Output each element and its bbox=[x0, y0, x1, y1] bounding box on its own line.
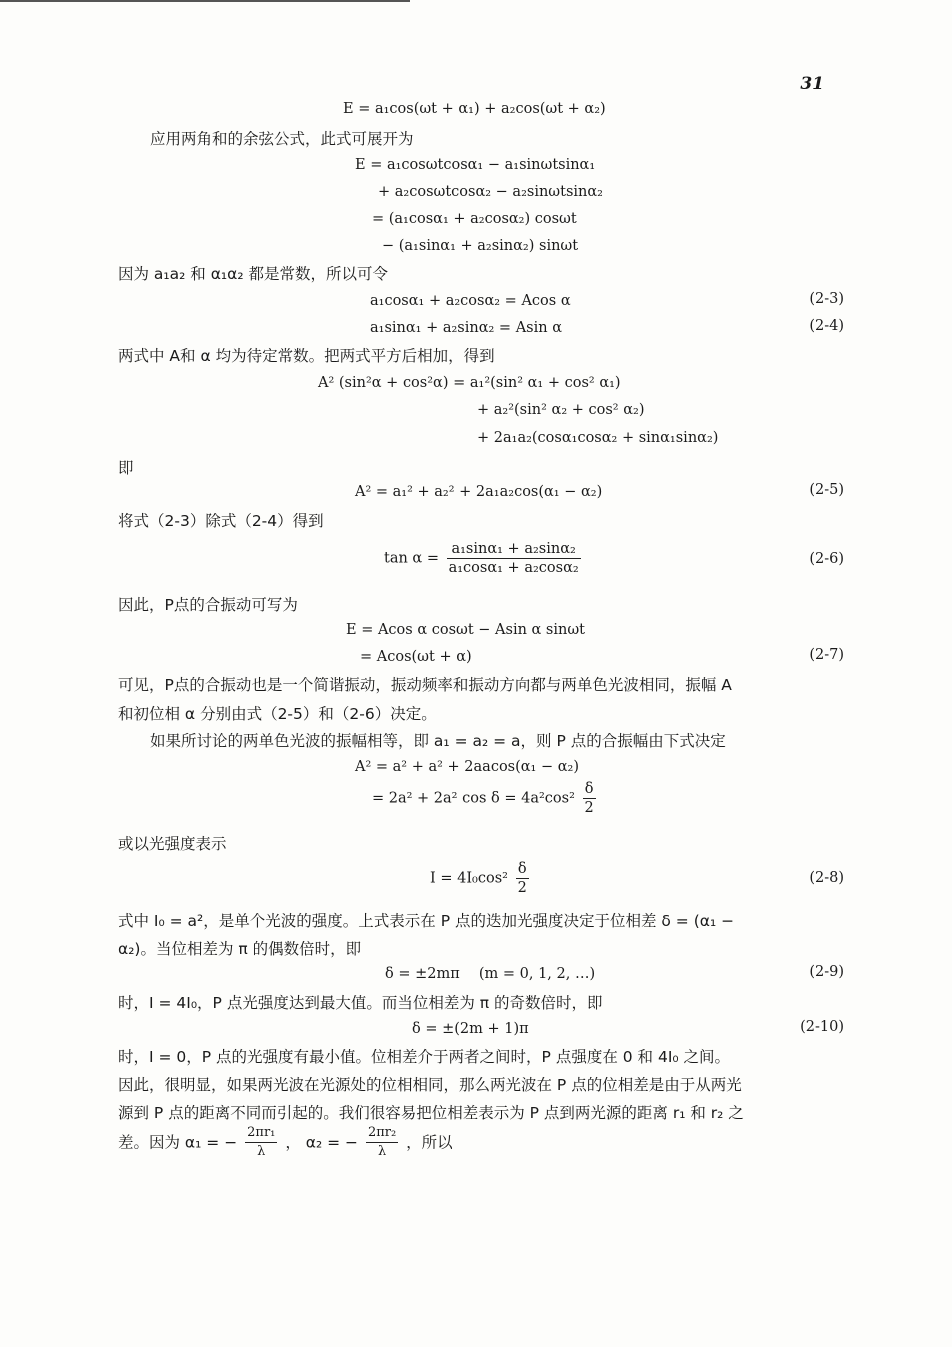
fraction-denominator: λ bbox=[257, 1144, 266, 1159]
equation-line: E = a₁cosωtcosα₁ − a₁sinωtsinα₁ bbox=[355, 157, 596, 173]
equation-line: A² (sin²α + cos²α) = a₁²(sin² α₁ + cos² α₁) bbox=[318, 375, 621, 391]
paragraph-line: 因为 a₁a₂ 和 α₁α₂ 都是常数，所以可令 bbox=[118, 265, 388, 283]
fraction bbox=[516, 860, 529, 897]
text-run: 差。因为 α₁ = − bbox=[118, 1133, 238, 1152]
fraction-numerator: a₁sinα₁ + a₂sinα₂ bbox=[447, 540, 581, 559]
fraction-numerator: 2πr₂ bbox=[366, 1124, 398, 1143]
paragraph-line: 时，I = 4I₀，P 点光强度达到最大值。而当位相差为 π 的奇数倍时，即 bbox=[118, 994, 603, 1012]
paragraph-line: 和初位相 α 分别由式（2-5）和（2-6）决定。 bbox=[118, 705, 437, 723]
equation-line: a₁sinα₁ + a₂sinα₂ = Asin α bbox=[370, 320, 562, 336]
equation-text: tan α = bbox=[384, 550, 439, 567]
equation-number: (2-6) bbox=[809, 551, 844, 567]
paragraph-line: 或以光强度表示 bbox=[118, 835, 227, 853]
fraction bbox=[583, 780, 596, 817]
fraction-numerator: δ bbox=[583, 780, 596, 799]
fraction-denominator: λ bbox=[377, 1144, 387, 1159]
paragraph-line: 源到 P 点的距离不同而引起的。我们很容易把位相差表示为 P 点到两光源的距离 r₁ 和 r₂ 之 bbox=[118, 1104, 744, 1122]
fraction bbox=[366, 1124, 398, 1161]
equation-number: (2-5) bbox=[809, 482, 844, 498]
paragraph-line: 即 bbox=[118, 459, 134, 477]
paragraph-line: 两式中 A和 α 均为待定常数。把两式平方后相加，得到 bbox=[118, 347, 495, 365]
equation-line bbox=[372, 780, 599, 817]
equation-text: I = 4I₀cos² bbox=[430, 870, 508, 887]
equation-line: + a₂²(sin² α₂ + cos² α₂) bbox=[477, 402, 645, 418]
equation-number: (2-10) bbox=[800, 1019, 844, 1035]
paragraph-line: 因此，P点的合振动可写为 bbox=[118, 596, 298, 614]
paragraph-line: 可见，P点的合振动也是一个简谐振动，振动频率和振动方向都与两单色光波相同，振幅 A bbox=[118, 676, 732, 694]
equation-number: (2-3) bbox=[809, 291, 844, 307]
paragraph-line: α₂)。当位相差为 π 的偶数倍时，即 bbox=[118, 940, 362, 958]
fraction-numerator: 2πr₁ bbox=[245, 1124, 277, 1143]
equation-line: A² = a² + a² + 2aacos(α₁ − α₂) bbox=[355, 759, 579, 775]
paragraph-line: 式中 I₀ = a²，是单个光波的强度。上式表示在 P 点的迭加光强度决定于位相差 δ = (α₁ − bbox=[118, 912, 735, 930]
paragraph-line: 将式（2-3）除式（2-4）得到 bbox=[118, 512, 324, 530]
equation-text: = 2a² + 2a² cos δ = 4a²cos² bbox=[372, 790, 575, 807]
equation-line: + a₂cosωtcosα₂ − a₂sinωtsinα₂ bbox=[378, 184, 603, 200]
paragraph-line bbox=[118, 1124, 453, 1161]
equation-line: E = a₁cos(ωt + α₁) + a₂cos(ωt + α₂) bbox=[343, 101, 606, 117]
equation-line: A² = a₁² + a₂² + 2a₁a₂cos(α₁ − α₂) bbox=[355, 484, 603, 500]
equation-number: (2-8) bbox=[809, 870, 844, 886]
fraction-denominator: 2 bbox=[517, 880, 527, 896]
fraction-numerator: δ bbox=[516, 860, 529, 879]
fraction bbox=[245, 1124, 277, 1161]
text-run: ，所以 bbox=[406, 1133, 453, 1152]
equation-line: E = Acos α cosωt − Asin α sinωt bbox=[346, 622, 586, 638]
fraction-denominator: 2 bbox=[584, 800, 594, 816]
paragraph-line: 时，I = 0，P 点的光强度有最小值。位相差介于两者之间时，P 点强度在 0 和 4I₀ 之间。 bbox=[118, 1048, 731, 1066]
equation-line: a₁cosα₁ + a₂cosα₂ = Acos α bbox=[370, 293, 571, 309]
equation-number: (2-4) bbox=[809, 318, 844, 334]
fraction bbox=[447, 540, 581, 577]
equation-line: = (a₁cosα₁ + a₂cosα₂) cosωt bbox=[372, 211, 577, 227]
paragraph-line: 如果所讨论的两单色光波的振幅相等，即 a₁ = a₂ = a，则 P 点的合振幅由下式决定 bbox=[150, 732, 726, 750]
equation-line bbox=[384, 540, 584, 577]
equation-line: δ = ±2mπ (m = 0, 1, 2, …) bbox=[385, 966, 596, 982]
equation-line: − (a₁sinα₁ + a₂sinα₂) sinωt bbox=[382, 238, 579, 254]
equation-number: (2-7) bbox=[809, 647, 844, 663]
equation-line: + 2a₁a₂(cosα₁cosα₂ + sinα₁sinα₂) bbox=[477, 430, 719, 446]
equation-line: δ = ±(2m + 1)π bbox=[412, 1021, 529, 1037]
equation-line bbox=[430, 860, 532, 897]
page-number: 31 bbox=[800, 74, 824, 94]
fraction-denominator: a₁cosα₁ + a₂cosα₂ bbox=[448, 560, 579, 576]
equation-number: (2-9) bbox=[809, 964, 844, 980]
paragraph-line: 因此，很明显，如果两光波在光源处的位相相同，那么两光波在 P 点的位相差是由于从两光 bbox=[118, 1076, 742, 1094]
equation-line: = Acos(ωt + α) bbox=[360, 649, 472, 665]
paragraph-line: 应用两角和的余弦公式，此式可展开为 bbox=[150, 130, 414, 148]
text-run: ， α₂ = − bbox=[285, 1133, 358, 1152]
scan-edge-line bbox=[0, 0, 410, 2]
